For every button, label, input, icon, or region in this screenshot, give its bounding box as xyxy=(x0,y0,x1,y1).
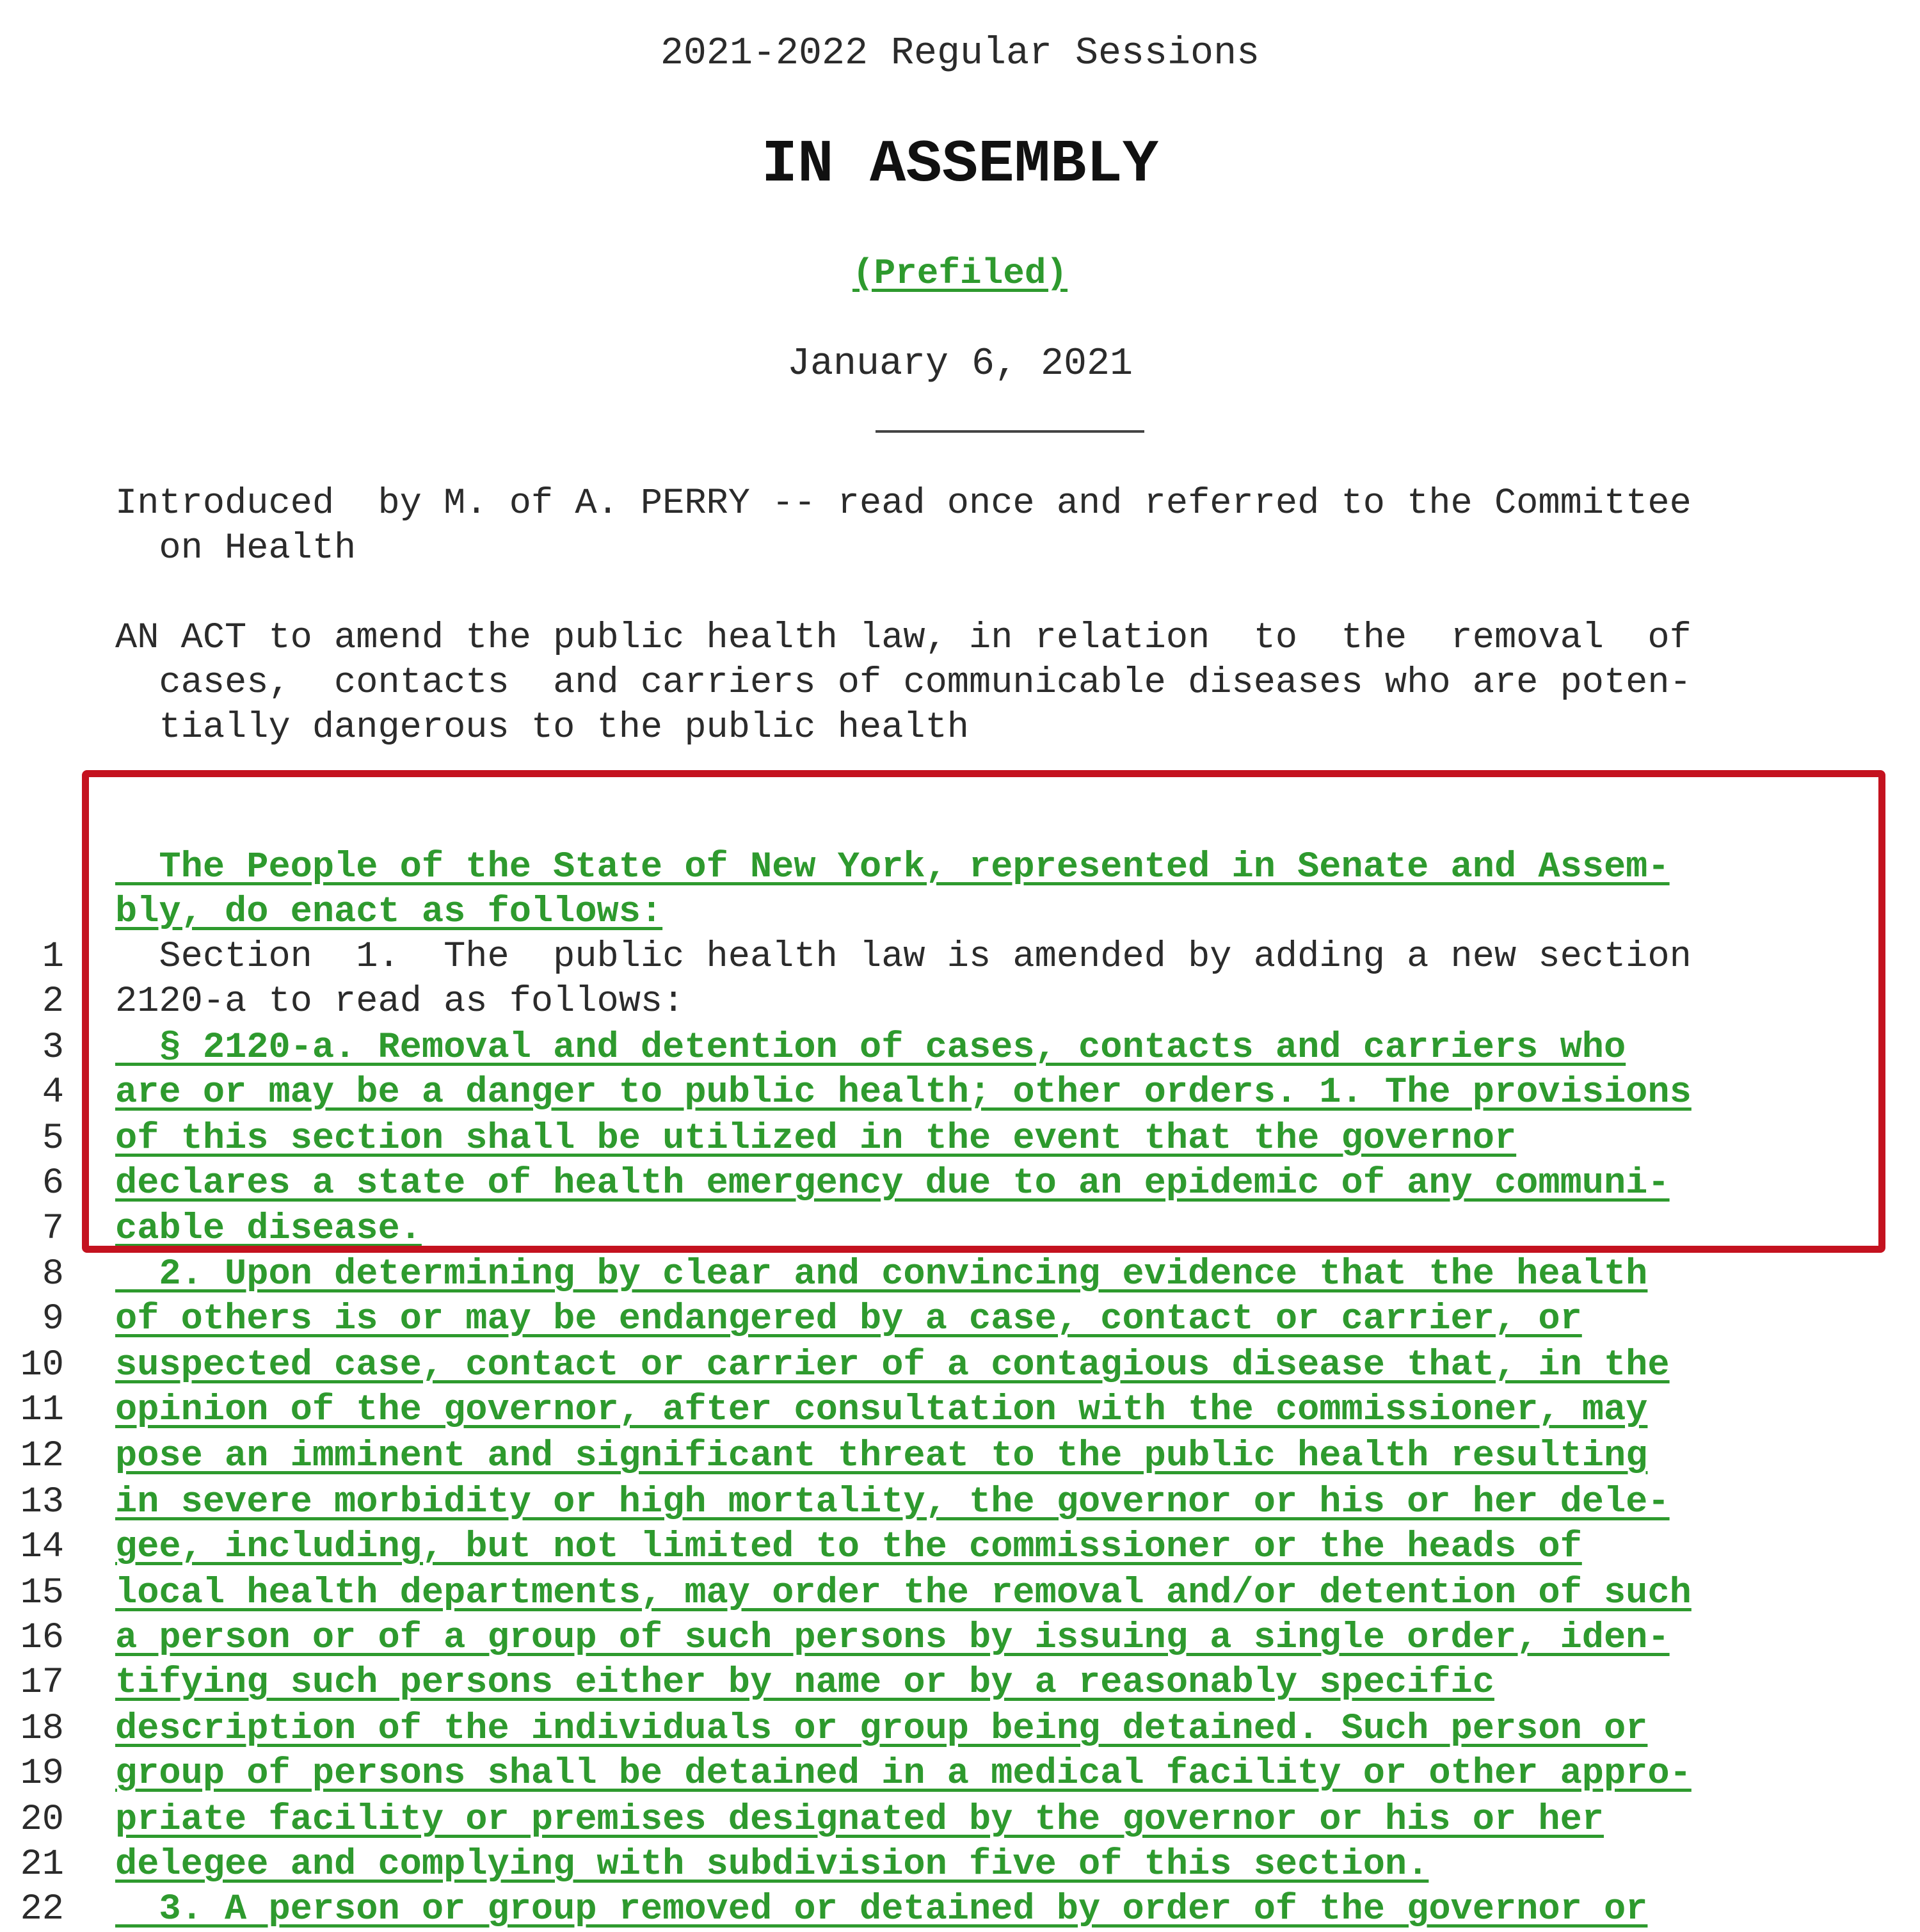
header-divider xyxy=(876,430,1144,433)
line-number: 3 xyxy=(42,1027,64,1068)
introduction-statement xyxy=(115,481,1692,571)
line-number: 8 xyxy=(42,1254,64,1295)
enacting-text: bly, do enact as follows: xyxy=(115,892,663,933)
line-number: 14 xyxy=(20,1527,64,1568)
line-number: 15 xyxy=(20,1573,64,1614)
act-line-3: tially dangerous to the public health xyxy=(115,707,970,748)
line-text: 2. Upon determining by clear and convincing evidence that the health xyxy=(115,1254,1648,1295)
line-number: 2 xyxy=(42,981,64,1022)
line-text: priate facility or premises designated by the governor or his or her xyxy=(115,1799,1604,1840)
line-text: declares a state of health emergency due to an epidemic of any communi- xyxy=(115,1163,1670,1204)
bill-line xyxy=(0,1388,1920,1433)
line-text: tifying such persons either by name or by a reasonably specific xyxy=(115,1662,1494,1703)
bill-line xyxy=(0,1842,1920,1887)
bill-line xyxy=(0,1798,1920,1842)
bill-line xyxy=(0,1434,1920,1479)
act-title xyxy=(115,616,1692,750)
line-number: 19 xyxy=(20,1753,64,1794)
bill-line xyxy=(0,1661,1920,1705)
bill-line xyxy=(0,1751,1920,1796)
bill-date: January 6, 2021 xyxy=(787,342,1133,386)
line-number: 16 xyxy=(20,1618,64,1659)
line-text: 3. A person or group removed or detained by order of the governor or xyxy=(115,1889,1648,1930)
line-number: 9 xyxy=(42,1299,64,1340)
chamber-title: IN ASSEMBLY xyxy=(761,131,1159,199)
line-text: § 2120-a. Removal and detention of cases, contacts and carriers who xyxy=(115,1027,1626,1068)
bill-line xyxy=(0,1343,1920,1388)
line-number: 7 xyxy=(42,1209,64,1250)
line-number: 5 xyxy=(42,1118,64,1159)
bill-line xyxy=(0,1571,1920,1616)
bill-line xyxy=(0,1525,1920,1570)
line-number: 12 xyxy=(20,1436,64,1477)
line-text: gee, including, but not limited to the commissioner or the heads of xyxy=(115,1527,1582,1568)
intro-line-2: on Health xyxy=(115,528,356,569)
bill-line xyxy=(0,1480,1920,1525)
line-number: 10 xyxy=(20,1345,64,1386)
line-number: 11 xyxy=(20,1390,64,1431)
line-number: 21 xyxy=(20,1844,64,1885)
line-text: pose an imminent and significant threat to the public health resulting xyxy=(115,1436,1648,1477)
line-text: of others is or may be endangered by a case, contact or carrier, or xyxy=(115,1299,1582,1340)
line-number: 17 xyxy=(20,1662,64,1703)
line-text: 2120-a to read as follows: xyxy=(115,981,685,1022)
intro-line-1: Introduced by M. of A. PERRY -- read once and referred to the Committee xyxy=(115,483,1692,524)
bill-line xyxy=(0,1616,1920,1661)
bill-line xyxy=(0,1887,1920,1932)
line-text: a person or of a group of such persons by issuing a single order, iden- xyxy=(115,1618,1670,1659)
line-text: are or may be a danger to public health; other orders. 1. The provisions xyxy=(115,1072,1692,1113)
line-text: local health departments, may order the removal and/or detention of such xyxy=(115,1573,1692,1614)
line-number: 4 xyxy=(42,1072,64,1113)
line-text: delegee and complying with subdivision five of this section. xyxy=(115,1844,1429,1885)
bill-line xyxy=(0,1252,1920,1297)
line-number: 18 xyxy=(20,1709,64,1750)
line-text: description of the individuals or group being detained. Such person or xyxy=(115,1709,1648,1750)
line-text: opinion of the governor, after consultation with the commissioner, may xyxy=(115,1390,1648,1431)
bill-line xyxy=(0,1707,1920,1751)
line-number: 6 xyxy=(42,1163,64,1204)
session-heading: 2021-2022 Regular Sessions xyxy=(660,32,1260,76)
line-number: 1 xyxy=(42,937,64,978)
bill-line xyxy=(0,1297,1920,1342)
line-text: of this section shall be utilized in the event that the governor xyxy=(115,1118,1517,1159)
prefiled-label: (Prefiled) xyxy=(852,253,1068,294)
act-line-1: AN ACT to amend the public health law, in relation to the removal of xyxy=(115,618,1692,659)
line-text: cable disease. xyxy=(115,1209,422,1250)
act-line-2: cases, contacts and carriers of communicable diseases who are poten- xyxy=(115,663,1692,704)
line-number: 22 xyxy=(20,1889,64,1930)
line-number: 13 xyxy=(20,1482,64,1523)
line-text: Section 1. The public health law is amended by adding a new section xyxy=(115,937,1692,978)
highlight-box xyxy=(82,770,1885,1253)
line-number: 20 xyxy=(20,1799,64,1840)
line-text: group of persons shall be detained in a medical facility or other appro- xyxy=(115,1753,1692,1794)
line-text: suspected case, contact or carrier of a contagious disease that, in the xyxy=(115,1345,1670,1386)
enacting-text: The People of the State of New York, represented in Senate and Assem- xyxy=(115,847,1670,888)
line-text: in severe morbidity or high mortality, the governor or his or her dele- xyxy=(115,1482,1670,1523)
